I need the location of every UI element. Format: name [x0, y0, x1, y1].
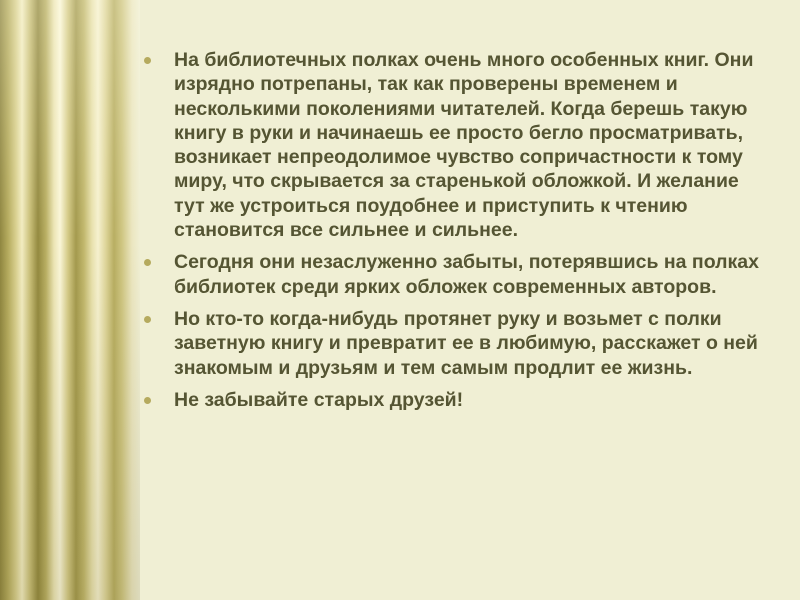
- bullet-dot-icon: [144, 397, 151, 404]
- bullet-item: [140, 250, 770, 299]
- bullet-text: На библиотечных полках очень много особенных книг. Они изрядно потрепаны, так как проверены временем и несколькими поколениями читателей. Когда берешь такую книгу в руки и начинаешь ее просто бегло просматривать, возникает непреодолимое чувство сопричастности к тому миру, что скрывается за старенькой обложкой. И желание тут же устроиться поудобнее и приступить к чтению становится все сильнее и сильнее.: [174, 49, 754, 242]
- bullet-text: Сегодня они незаслуженно забыты, потерявшись на полках библиотек среди ярких обложек современных авторов.: [174, 251, 759, 298]
- bullet-list: [140, 48, 770, 412]
- slide-body: [140, 48, 770, 420]
- bullet-text: Не забывайте старых друзей!: [174, 388, 464, 411]
- bullet-dot-icon: [144, 316, 151, 323]
- curtain-shade-overlay: [0, 0, 140, 600]
- bullet-item: [140, 388, 770, 412]
- bullet-text: Но кто-то когда-нибудь протянет руку и возьмет с полки заветную книгу и превратит ее в любимую, расскажет о ней знакомым и друзьям и тем самым продлит ее жизнь.: [174, 307, 758, 379]
- bullet-item: [140, 307, 770, 380]
- bullet-dot-icon: [144, 259, 151, 266]
- bullet-item: [140, 48, 770, 242]
- bullet-dot-icon: [144, 57, 151, 64]
